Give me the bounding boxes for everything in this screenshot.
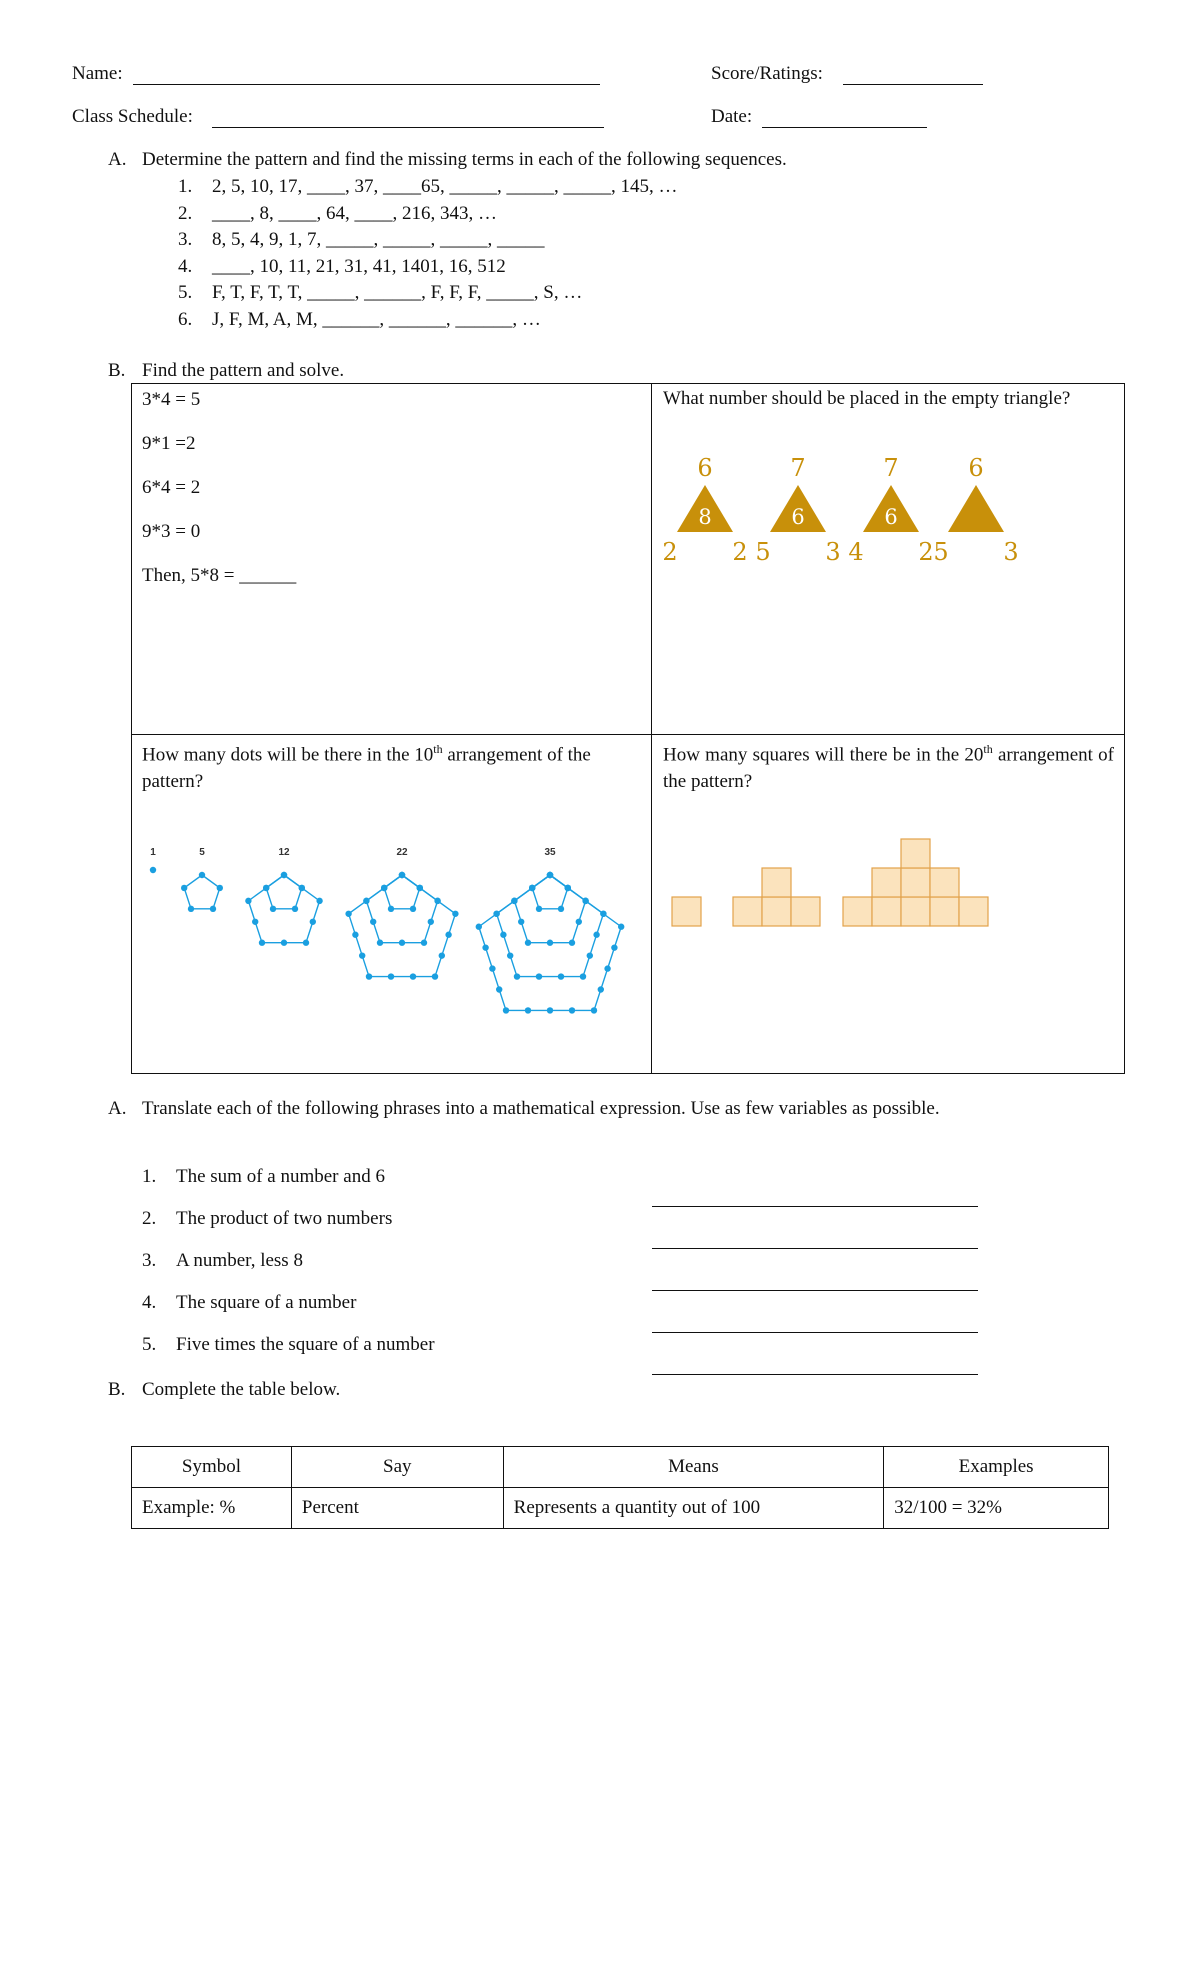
pentagon-ring [266,875,302,909]
schedule-field[interactable] [212,127,604,128]
pattern-dot [421,940,427,946]
answer-line[interactable] [652,1374,978,1375]
pattern-dot [417,885,423,891]
table-row [132,1488,1109,1529]
sequence-text: 8, 5, 4, 9, 1, 7, _____, _____, _____, _____ [212,229,545,250]
pattern-dot [359,952,365,958]
pentagon-ring [349,875,456,977]
pattern-dot [410,906,416,912]
pattern-dot [529,885,535,891]
triangle-left-number: 2 [662,538,678,566]
pattern-dot [514,973,520,979]
pentagon-dot-pattern [140,845,640,1025]
pattern-dot [604,965,610,971]
item-number: 5. [178,282,193,303]
dots-question-text: How many dots will be there in the 10 [142,744,434,766]
table-cell: 32/100 = 32% [884,1488,1109,1529]
triangle-top-number: 6 [968,454,984,482]
sequence-item [178,256,506,278]
date-field[interactable] [762,127,927,128]
pattern-square [901,897,930,926]
phrase-text: A number, less 8 [176,1250,303,1271]
sequence-text: F, T, F, T, T, _____, ______, F, F, F, _____, S, … [212,282,583,303]
pattern-dot [593,932,599,938]
pattern-square [872,897,901,926]
puzzle-answer-line: Then, 5*8 = ______ [142,565,297,586]
translate-item [142,1208,392,1230]
name-label: Name: [72,63,123,84]
dot-count-label: 22 [396,847,408,858]
table-cell: Represents a quantity out of 100 [503,1488,884,1529]
pattern-square [791,897,820,926]
pattern-dot [511,898,517,904]
pattern-dot [363,898,369,904]
pattern-dot [525,940,531,946]
pattern-dot [582,898,588,904]
squares-question-text: How many squares will there be in the 20 [663,744,984,766]
pattern-dot [569,940,575,946]
sequence-item [178,282,582,304]
triangle-left-number: 5 [755,538,771,566]
table-header: Means [503,1447,884,1488]
answer-line[interactable] [652,1206,978,1207]
score-label: Score/Ratings: [711,63,823,84]
table-header: Examples [884,1447,1109,1488]
sequence-item [178,176,678,198]
triangle-left-number: 4 [848,538,864,566]
pattern-dot [445,932,451,938]
section-a2-instruction: Translate each of the following phrases into a mathematical expression. Use as few variables as possible. [142,1098,940,1119]
pattern-dot [270,906,276,912]
sequence-item [178,203,497,225]
dot-count-label: 12 [278,847,290,858]
pattern-dot [547,872,553,878]
pattern-dot [292,906,298,912]
triangle-inner-number: 8 [698,505,712,529]
section-b2-letter: B. [108,1379,126,1400]
pattern-dot [199,872,205,878]
pattern-dot [507,952,513,958]
pattern-dot [452,911,458,917]
triangle-top-number: 7 [790,454,806,482]
pattern-dot [150,867,156,873]
item-number: 1. [142,1166,157,1187]
operation-line: 6*4 = 2 [142,477,201,498]
pattern-dot [611,944,617,950]
pattern-dot [410,973,416,979]
pattern-dot [493,911,499,917]
pattern-dot [377,940,383,946]
pattern-dot [496,986,502,992]
section-b-instruction: Find the pattern and solve. [142,360,345,381]
pattern-dot [399,940,405,946]
pattern-square [872,868,901,897]
pattern-dot [217,885,223,891]
sequence-text: ____, 8, ____, 64, ____, 216, 343, … [212,202,497,224]
dot-count-label: 1 [150,847,156,858]
item-number: 3. [178,229,193,250]
pattern-dot [281,872,287,878]
phrase-text: The square of a number [176,1292,357,1313]
pattern-square [672,897,701,926]
phrase-text: Five times the square of a number [176,1334,435,1355]
pattern-dot [188,906,194,912]
pattern-dot [432,973,438,979]
section-a-letter: A. [108,149,127,170]
pattern-dot [303,940,309,946]
translate-item [142,1166,385,1188]
pattern-dot [500,932,506,938]
square-staircase-pattern [660,838,1000,938]
sequence-item [178,229,545,251]
table-header: Symbol [132,1447,292,1488]
pattern-square [762,868,791,897]
answer-line[interactable] [652,1248,978,1249]
pattern-dot [536,973,542,979]
grid-divider-vertical [651,383,652,1074]
pattern-dot [281,940,287,946]
symbol-table [131,1446,1109,1529]
pattern-dot [259,940,265,946]
item-number: 6. [178,308,193,330]
section-a-instruction: Determine the pattern and find the missing terms in each of the following sequences. [142,149,787,170]
pattern-dot [547,1007,553,1013]
dots-question-text-end: arrangement of the pattern? [142,744,591,793]
date-label: Date: [711,106,753,127]
triangle-right-number: 3 [1003,538,1019,566]
pattern-square [733,897,762,926]
pattern-dot [565,885,571,891]
pattern-dot [388,906,394,912]
pattern-dot [428,919,434,925]
pattern-dot [399,872,405,878]
pattern-square [901,868,930,897]
pattern-dot [352,932,358,938]
pattern-dot [310,919,316,925]
table-header-row [132,1447,1109,1488]
pattern-dot [345,911,351,917]
squares-question-sup: th [983,742,993,756]
answer-line[interactable] [652,1332,978,1333]
pentagon-ring [184,875,220,909]
pattern-dot [576,919,582,925]
pattern-dot [482,944,488,950]
table-cell: Percent [291,1488,503,1529]
translate-item [142,1292,356,1314]
triangle-right-number: 2 [732,538,748,566]
pattern-square [843,897,872,926]
pattern-dot [518,919,524,925]
triangle-puzzle [660,452,1040,572]
triangle-inner-number: 6 [791,505,805,529]
section-b-letter: B. [108,360,126,381]
pattern-square [930,897,959,926]
pattern-dot [434,898,440,904]
sequence-item [178,309,541,331]
dot-count-label: 5 [199,847,205,858]
triangle-right-number: 3 [825,538,841,566]
pattern-dot [439,952,445,958]
pattern-dot [569,1007,575,1013]
item-number: 5. [142,1334,157,1355]
triangle-inner-number: 6 [884,505,898,529]
pattern-dot [503,1007,509,1013]
pattern-dot [547,940,553,946]
pentagon-ring [497,875,604,977]
name-field[interactable] [133,84,600,85]
pattern-square [762,897,791,926]
section-a2-letter: A. [108,1098,127,1119]
pattern-dot [489,965,495,971]
sequence-text: 2, 5, 10, 17, ____, 37, ____65, _____, _____, _____, 145, … [212,176,678,197]
squares-question [663,736,1114,795]
pattern-dot [252,919,258,925]
pattern-dot [558,973,564,979]
item-number: 2. [142,1208,157,1229]
triangle-question: What number should be placed in the empty triangle? [663,388,1071,409]
pentagon-ring [532,875,568,909]
item-number: 3. [142,1250,157,1271]
pattern-dot [591,1007,597,1013]
operation-line: 9*1 =2 [142,433,196,454]
answer-line[interactable] [652,1290,978,1291]
phrase-text: The sum of a number and 6 [176,1166,385,1187]
pattern-dot [370,919,376,925]
grid-divider-horizontal [131,734,1125,735]
pattern-dot [245,898,251,904]
translate-item [142,1250,303,1272]
triangle-top-number: 6 [697,454,713,482]
pattern-square [901,839,930,868]
triangle-shape [948,485,1004,532]
sequence-text: ____, 10, 11, 21, 31, 41, 1401, 16, 512 [212,255,506,277]
dot-count-label: 35 [544,847,556,858]
pattern-dot [525,1007,531,1013]
pattern-dot [388,973,394,979]
operation-line: 9*3 = 0 [142,521,201,542]
section-b2-instruction: Complete the table below. [142,1379,341,1400]
score-field[interactable] [843,84,983,85]
pattern-dot [181,885,187,891]
pattern-dot [558,906,564,912]
sequence-text: J, F, M, A, M, ______, ______, ______, … [212,308,541,330]
operation-line: 3*4 = 5 [142,389,201,410]
phrase-text: The product of two numbers [176,1208,393,1229]
translate-item [142,1334,435,1356]
pattern-dot [476,924,482,930]
schedule-label: Class Schedule: [72,106,193,127]
pattern-dot [536,906,542,912]
pattern-dot [263,885,269,891]
table-header: Say [291,1447,503,1488]
pattern-dot [600,911,606,917]
triangle-left-number: 5 [933,538,949,566]
pattern-dot [381,885,387,891]
item-number: 2. [178,202,193,224]
pattern-dot [210,906,216,912]
triangle-top-number: 7 [883,454,899,482]
pattern-dot [316,898,322,904]
pattern-dot [587,952,593,958]
pattern-square [959,897,988,926]
item-number: 4. [178,255,193,277]
pattern-dot [598,986,604,992]
pentagon-ring [384,875,420,909]
dots-question-sup: th [433,742,443,756]
pattern-dot [580,973,586,979]
table-cell: Example: % [132,1488,292,1529]
pattern-dot [618,924,624,930]
dots-question [142,736,642,795]
triangle-right-number: 2 [918,538,934,566]
pattern-dot [299,885,305,891]
squares-question-text-end: arrangement of the pattern? [663,744,1114,793]
item-number: 4. [142,1292,157,1313]
pattern-square [930,868,959,897]
item-number: 1. [178,176,193,197]
pattern-dot [366,973,372,979]
